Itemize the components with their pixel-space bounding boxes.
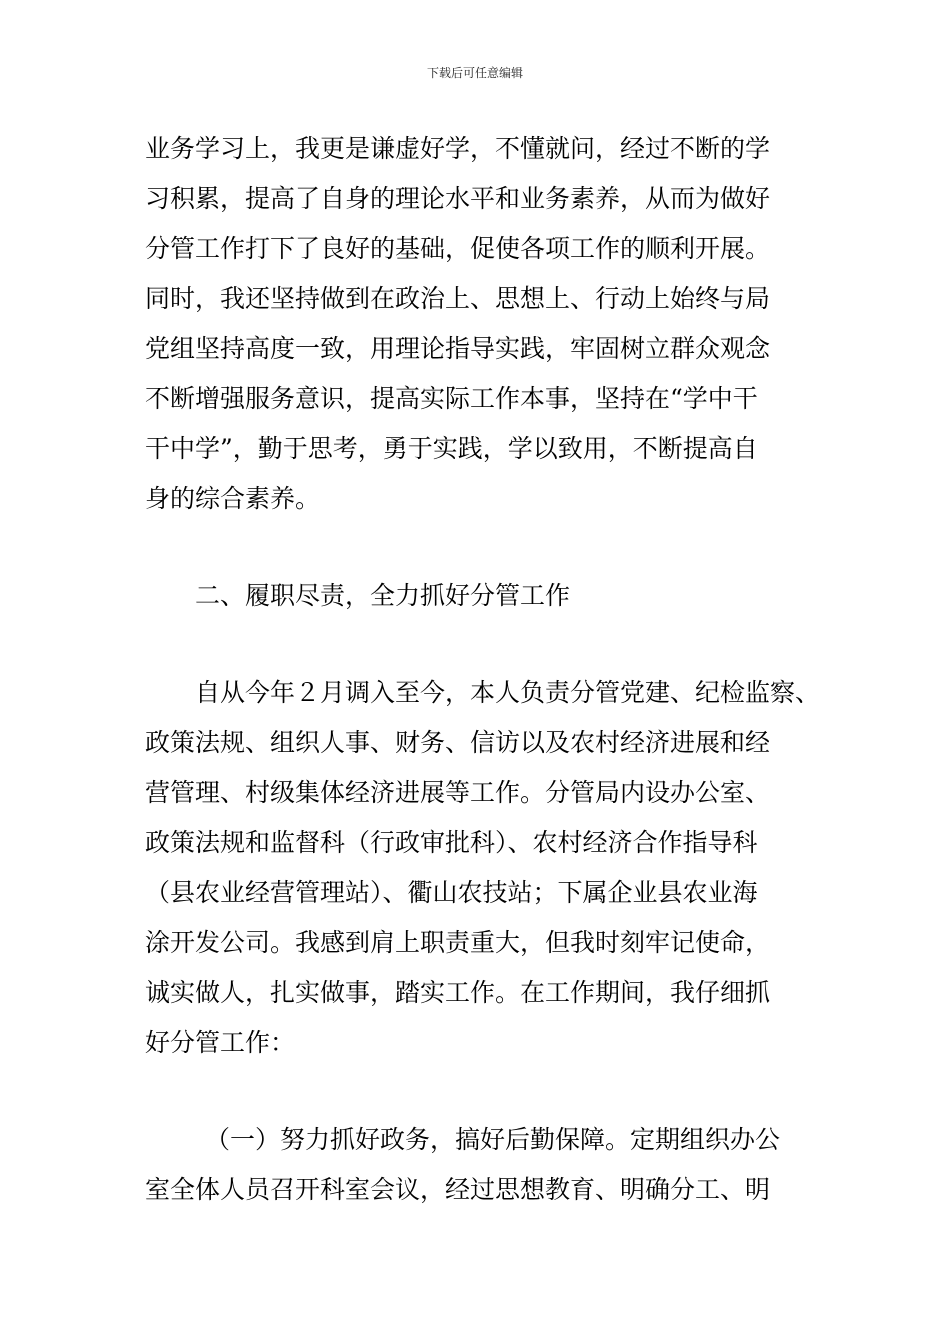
paragraph-gap <box>145 524 835 571</box>
text-line: 业务学习上，我更是谦虚好学，不懂就问，经过不断的学 <box>145 134 771 163</box>
text-line: 诚实做人，扎实做事，踏实工作。在工作期间，我仔细抓 <box>145 978 771 1007</box>
page-header: 下载后可任意编辑 <box>426 66 523 80</box>
text-line: 党组坚持高度一致，用理论指导实践，牢固树立群众观念 <box>145 334 771 363</box>
text-line: 营管理、村级集体经济进展等工作。分管局内设办公室、 <box>145 778 771 807</box>
paragraph-logistics <box>145 1115 835 1215</box>
paragraph-gap <box>145 621 835 668</box>
text-line: 室全体人员召开科室会议，经过思想教育、明确分工、明 <box>145 1175 771 1204</box>
section-heading: 二、履职尽责，全力抓好分管工作 <box>195 581 571 610</box>
text-line: 身的综合素养。 <box>145 484 321 513</box>
paragraph-gap <box>145 1068 835 1115</box>
text-line: 政策法规、组织人事、财务、信访以及农村经济进展和经 <box>145 728 771 757</box>
document-body <box>145 124 835 1215</box>
text-line: （一）努力抓好政务，搞好后勤保障。定期组织办公 <box>205 1125 781 1154</box>
text-line: 习积累，提高了自身的理论水平和业务素养，从而为做好 <box>145 184 771 213</box>
text-line: 自从今年２月调入至今，本人负责分管党建、纪检监察、 <box>195 678 821 707</box>
paragraph-study <box>145 124 835 524</box>
paragraph-duties <box>145 668 835 1068</box>
text-line: 政策法规和监督科（行政审批科）、农村经济合作指导科 <box>145 828 758 857</box>
text-line: 不断增强服务意识，提高实际工作本事，坚持在“学中干 <box>145 384 758 413</box>
text-line: （县农业经营管理站）、衢山农技站；下属企业县农业海 <box>145 878 758 907</box>
text-line: 分管工作打下了良好的基础，促使各项工作的顺利开展。 <box>145 234 771 263</box>
text-line: 干中学”，勤于思考，勇于实践，学以致用，不断提高自 <box>145 434 758 463</box>
text-line: 同时，我还坚持做到在政治上、思想上、行动上始终与局 <box>145 284 771 313</box>
text-line: 好分管工作： <box>145 1028 296 1057</box>
text-line: 涂开发公司。我感到肩上职责重大，但我时刻牢记使命， <box>145 928 771 957</box>
